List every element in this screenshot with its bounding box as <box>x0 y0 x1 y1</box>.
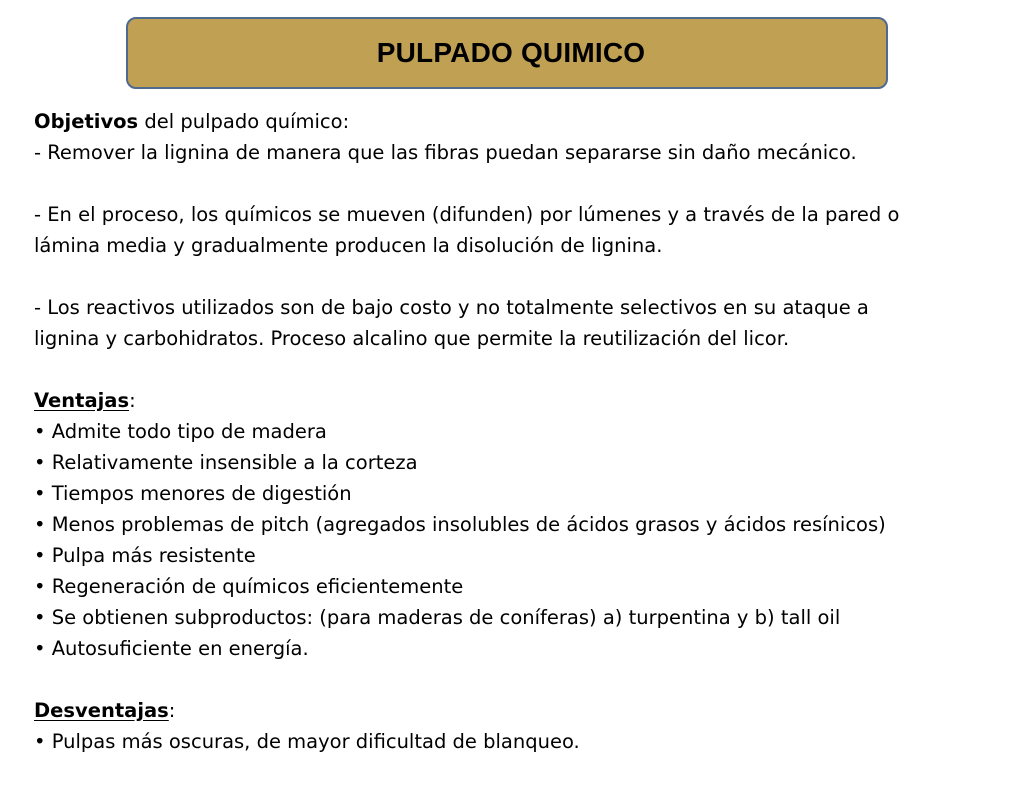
ventajas-heading-line <box>34 385 994 416</box>
ventaja-item: • Autosuficiente en energía. <box>34 637 309 660</box>
ventajas-heading: Ventajas <box>34 389 130 412</box>
page-title: PULPADO QUIMICO <box>376 37 646 68</box>
title-box <box>126 17 888 89</box>
objetivos-heading-rest: del pulpado químico: <box>138 110 350 133</box>
ventaja-item: • Regeneración de químicos eficientemente <box>34 575 464 598</box>
ventaja-item: • Menos problemas de pitch (agregados insolubles de ácidos grasos y ácidos resínicos) <box>34 513 886 536</box>
objetivo-line: - En el proceso, los químicos se mueven (difunden) por lúmenes y a través de la pared o <box>34 203 900 226</box>
spacer <box>34 261 994 292</box>
desventaja-item: • Pulpas más oscuras, de mayor dificultad de blanqueo. <box>34 730 580 753</box>
objetivo-line: lignina y carbohidratos. Proceso alcalino que permite la reutilización del licor. <box>34 327 790 350</box>
objetivo-line: lámina media y gradualmente producen la disolución de lignina. <box>34 234 663 257</box>
ventaja-item: • Admite todo tipo de madera <box>34 420 327 443</box>
spacer <box>34 664 994 695</box>
spacer <box>34 168 994 199</box>
ventaja-item: • Relativamente insensible a la corteza <box>34 451 418 474</box>
ventajas-colon: : <box>129 389 136 412</box>
ventaja-item: • Se obtienen subproductos: (para maderas de coníferas) a) turpentina y b) tall oil <box>34 606 841 629</box>
objetivos-heading-line <box>34 106 994 137</box>
objetivo-line: - Remover la lignina de manera que las fibras puedan separarse sin daño mecánico. <box>34 141 857 164</box>
slide-content <box>34 106 994 757</box>
desventajas-heading: Desventajas <box>34 699 169 722</box>
desventajas-heading-line <box>34 695 994 726</box>
ventaja-item: • Pulpa más resistente <box>34 544 256 567</box>
ventaja-item: • Tiempos menores de digestión <box>34 482 352 505</box>
objetivos-heading: Objetivos <box>34 110 139 133</box>
objetivo-line: - Los reactivos utilizados son de bajo costo y no totalmente selectivos en su ataque a <box>34 296 869 319</box>
desventajas-colon: : <box>168 699 176 722</box>
spacer <box>34 354 994 385</box>
